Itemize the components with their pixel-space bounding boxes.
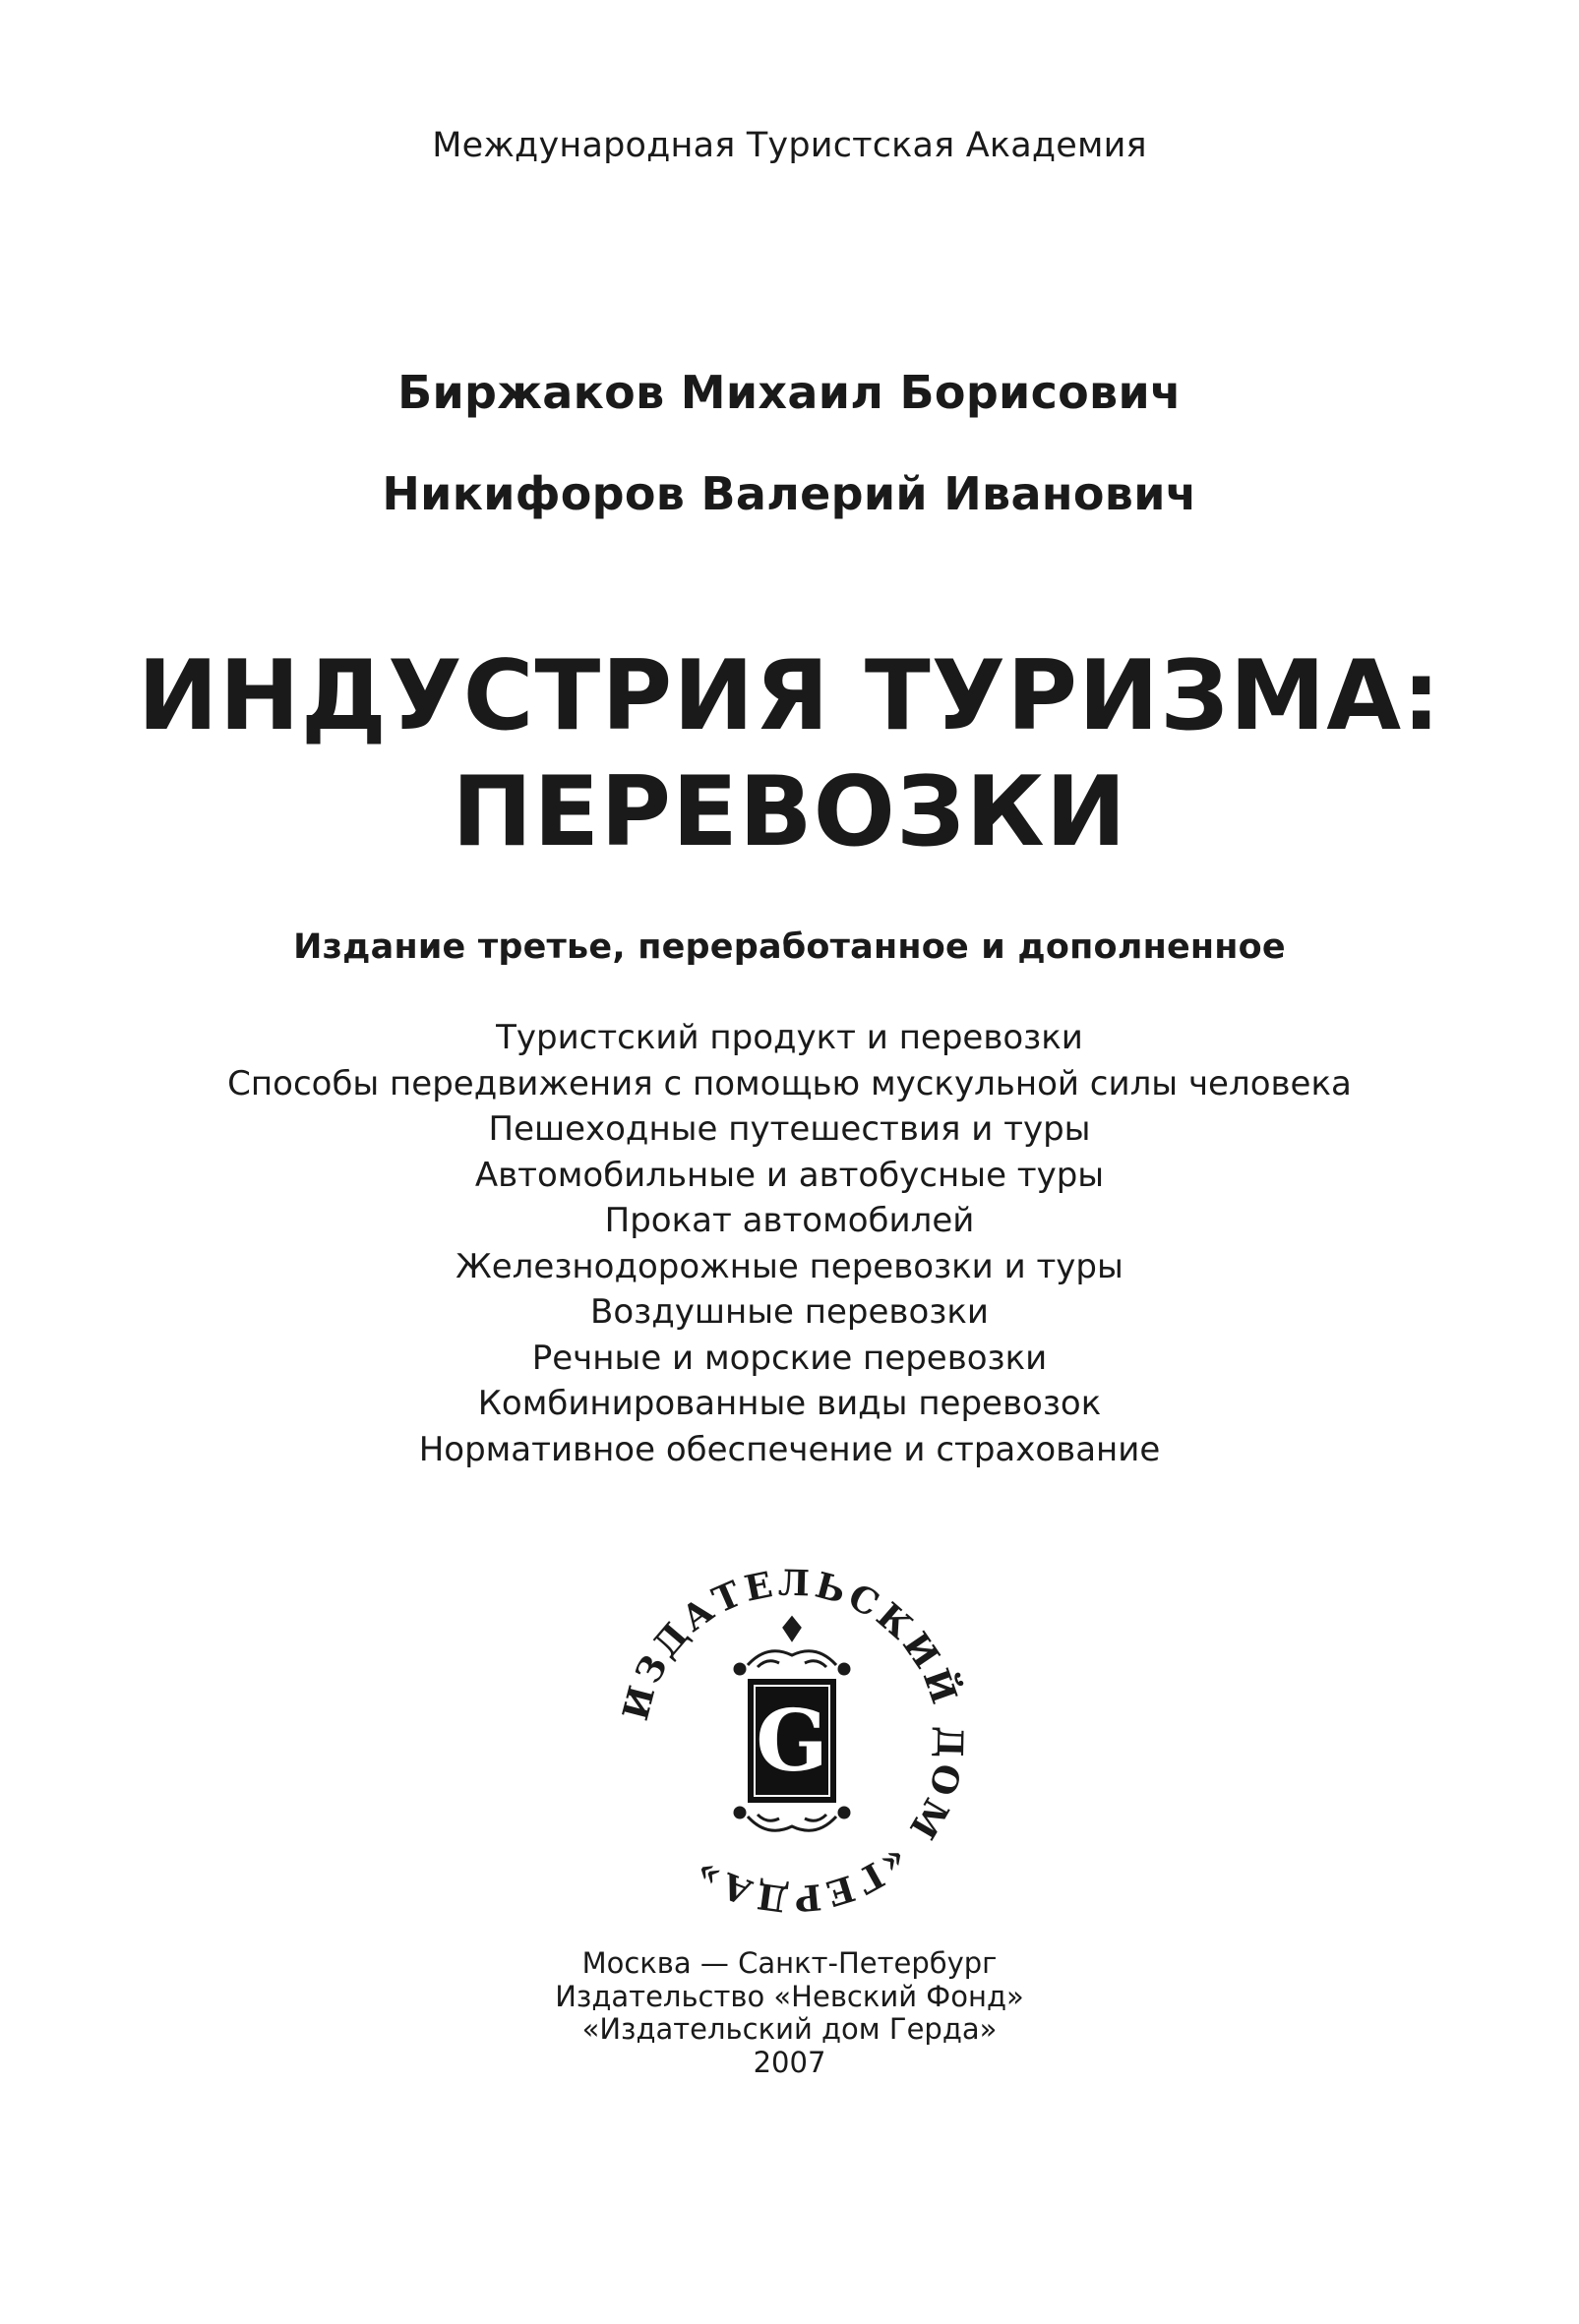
author-name: Биржаков Михаил Борисович [397,366,1182,419]
logo-letter: G [756,1692,828,1791]
topic-item: Туристский продукт и перевозки [496,1018,1083,1057]
topic-item: Пешеходные путешествия и туры [488,1109,1091,1149]
imprint-year: 2007 [753,2045,826,2079]
edition-note: Издание третье, переработанное и дополненное [293,927,1286,967]
topic-item: Комбинированные виды перевозок [477,1384,1102,1423]
topic-item: Способы передвижения с помощью мускульной силы человека [227,1063,1352,1103]
topic-item: Нормативное обеспечение и страхование [418,1429,1161,1469]
academy-name: Международная Туристская Академия [432,126,1147,165]
topic-item: Воздушные перевозки [590,1292,989,1332]
topics-list [0,1015,1579,1472]
topic-item: Прокат автомобилей [604,1201,975,1240]
topic-item: Речные и морские перевозки [531,1338,1048,1378]
book-title-line: ИНДУСТРИЯ ТУРИЗМА: [137,640,1442,752]
imprint-publisher: Издательство «Невский Фонд» [555,1979,1024,2013]
topic-item: Автомобильные и автобусные туры [474,1155,1105,1195]
imprint-publisher: «Издательский дом Герда» [581,2012,998,2046]
imprint-cities: Москва — Санкт-Петербург [581,1946,998,1980]
logo-ring-text: ИЗДАТЕЛЬСКИЙ ДОМ «ГЕРДА» [615,1562,971,1920]
book-title-line: ПЕРЕВОЗКИ [452,756,1127,868]
publisher-logo-icon [610,1559,974,1923]
author-name: Никифоров Валерий Иванович [382,467,1197,520]
topic-item: Железнодорожные перевозки и туры [455,1246,1124,1286]
imprint [0,1947,1579,2079]
